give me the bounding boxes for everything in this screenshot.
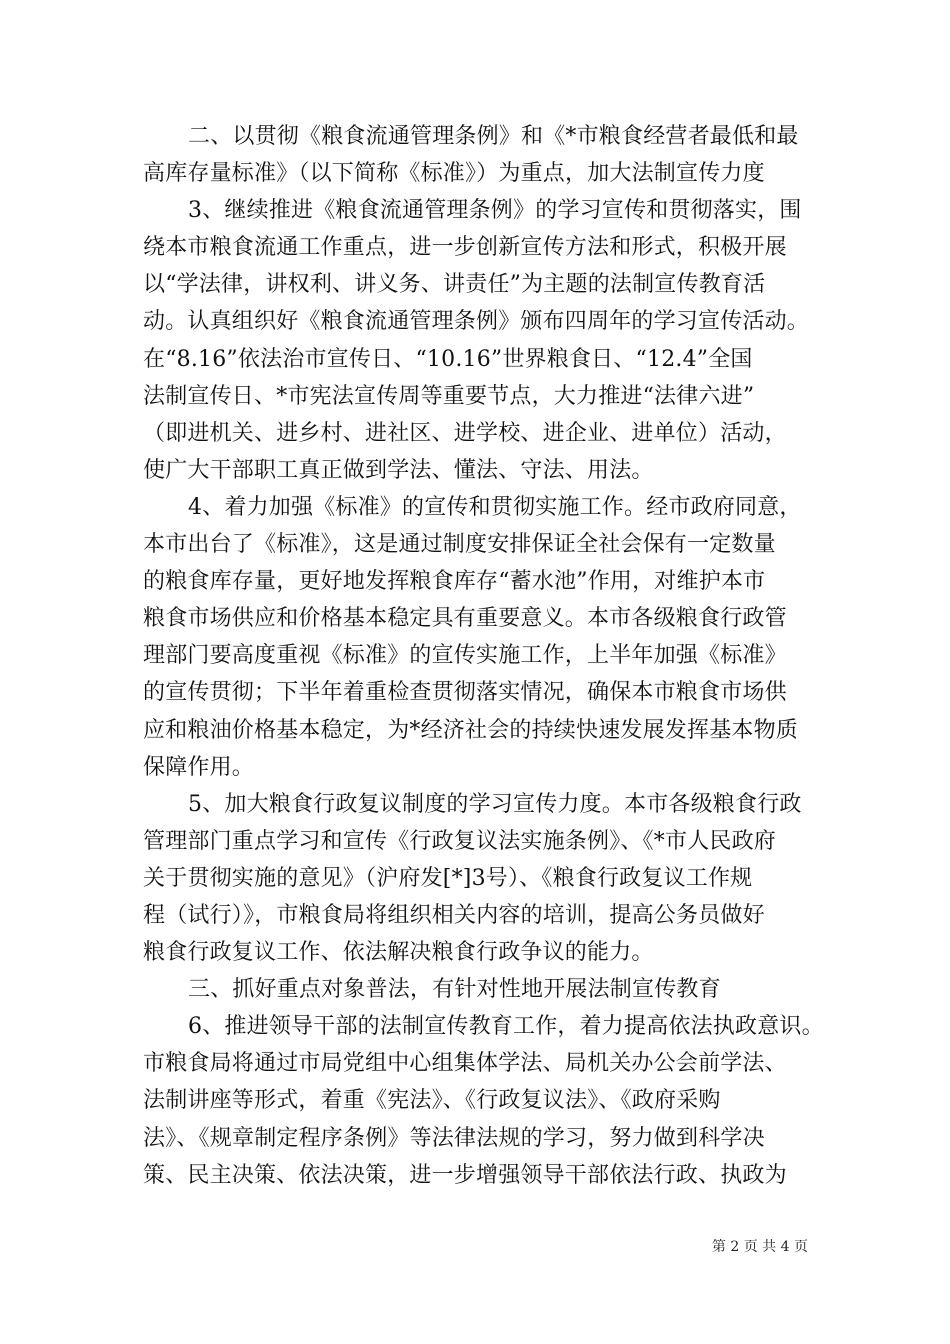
text-line: 法》、《规章制定程序条例》等法律法规的学习，努力做到科学决 — [143, 1125, 765, 1151]
text-line: 市粮食局将通过市局党组中心组集体学法、局机关办公会前学法、 — [143, 1051, 787, 1077]
text-line: 粮食市场供应和价格基本稳定具有重要意义。本市各级粮食行政管 — [143, 606, 787, 632]
text-line: 5、加大粮食行政复议制度的学习宣传力度。本市各级粮食行政 — [188, 791, 802, 817]
text-line: 策、民主决策、依法决策，进一步增强领导干部依法行政、执政为 — [143, 1162, 787, 1188]
text-line: 关于贯彻实施的意见》（沪府发[*]3号）、《粮食行政复议工作规 — [143, 865, 753, 891]
document-body — [143, 118, 824, 1194]
text-line: 本市出台了《标准》，这是通过制度安排保证全社会保有一定数量 — [143, 532, 776, 558]
text-line: 法制讲座等形式，着重《宪法》、《行政复议法》、《政府采购 — [143, 1088, 721, 1114]
text-line: 使广大干部职工真正做到学法、懂法、守法、用法。 — [143, 457, 654, 483]
text-line: 应和粮油价格基本稳定，为*经济社会的持续快速发展发挥基本物质 — [143, 717, 799, 743]
text-line: 3、继续推进《粮食流通管理条例》的学习宣传和贯彻落实，围 — [188, 198, 802, 224]
text-line: 理部门要高度重视《标准》的宣传实施工作，上半年加强《标准》 — [143, 643, 787, 669]
text-line: 法制宣传日、*市宪法宣传周等重要节点，大力推进“法律六进” — [143, 383, 755, 409]
text-line: 绕本市粮食流通工作重点，进一步创新宣传方法和形式，积极开展 — [143, 235, 787, 261]
text-line: 在“8.16”依法治市宣传日、“10.16”世界粮食日、“12.4”全国 — [143, 346, 753, 372]
text-line: 管理部门重点学习和宣传《行政复议法实施条例》、《*市人民政府 — [143, 828, 777, 854]
text-line: 的粮食库存量，更好地发挥粮食库存“蓄水池”作用，对维护本市 — [143, 569, 766, 595]
text-line: 高库存量标准》（以下简称《标准》）为重点，加大法制宣传力度 — [143, 161, 765, 187]
text-line: 保障作用。 — [143, 754, 255, 780]
page-number-footer: 第 2 页 共 4 页 — [711, 1239, 808, 1255]
text-line: 粮食行政复议工作、依法解决粮食行政争议的能力。 — [143, 940, 654, 966]
text-line: （即进机关、进乡村、进社区、进学校、进企业、进单位）活动， — [143, 420, 787, 446]
text-line: 动。认真组织好《粮食流通管理条例》颁布四周年的学习宣传活动。 — [143, 309, 810, 335]
text-line: 程（试行）》，市粮食局将组织相关内容的培训，提高公务员做好 — [143, 902, 765, 928]
text-line: 6、推进领导干部的法制宣传教育工作，着力提高依法执政意识。 — [188, 1014, 824, 1040]
text-line: 三、抓好重点对象普法，有针对性地开展法制宣传教育 — [188, 977, 721, 1003]
text-line: 以“学法律，讲权利、讲义务、讲责任”为主题的法制宣传教育活 — [143, 272, 766, 298]
text-line: 的宣传贯彻；下半年着重检查贯彻落实情况，确保本市粮食市场供 — [143, 680, 787, 706]
text-line: 二、以贯彻《粮食流通管理条例》和《*市粮食经营者最低和最 — [188, 124, 799, 149]
text-line: 4、着力加强《标准》的宣传和贯彻实施工作。经市政府同意， — [188, 494, 802, 520]
